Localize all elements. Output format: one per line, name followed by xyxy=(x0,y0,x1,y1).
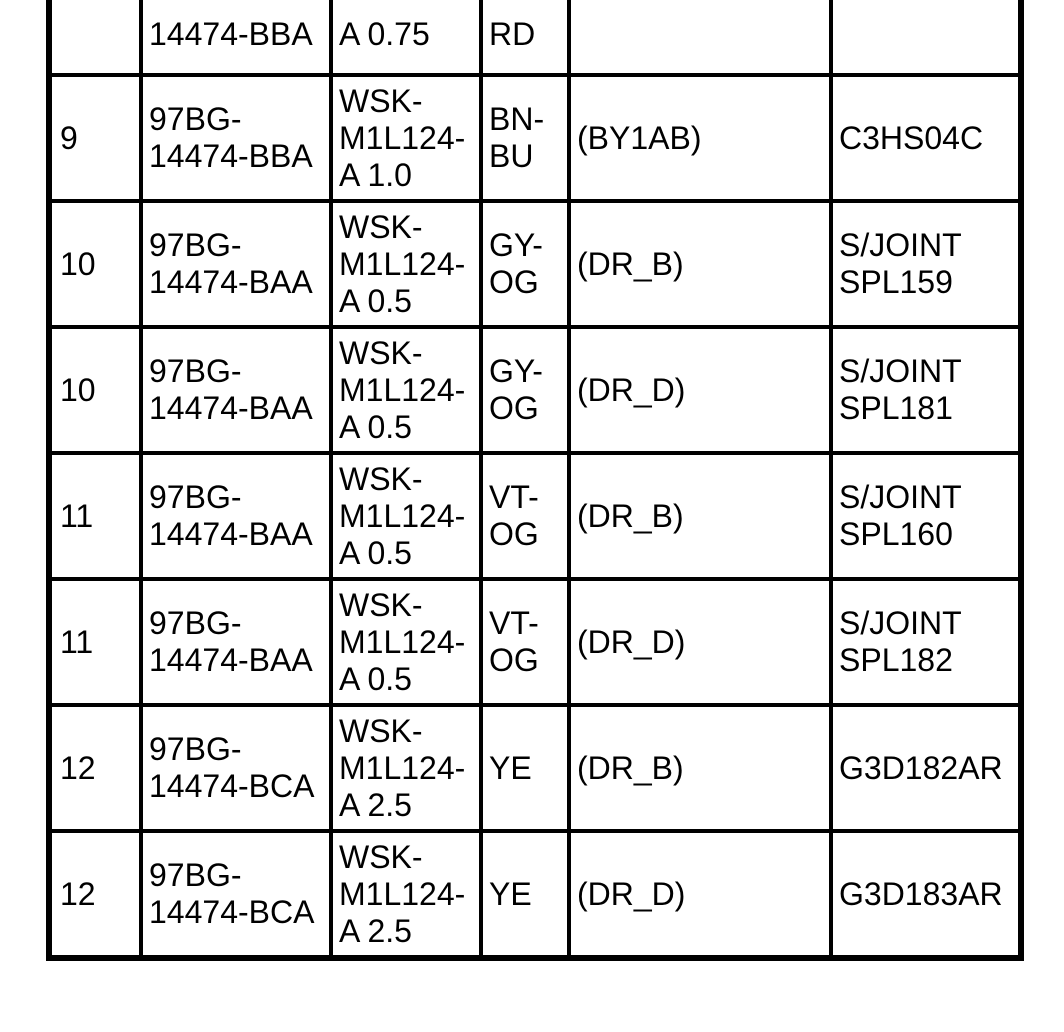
cell-part-number: 97BG- 14474-BCA xyxy=(141,705,331,831)
cell-wire-spec: WSK- M1L124- A 2.5 xyxy=(331,705,481,831)
cell-color: VT- OG xyxy=(481,453,569,579)
cell-circuit: (DR_B) xyxy=(569,453,831,579)
cell-color: YE xyxy=(481,831,569,958)
cell-color: GY- OG xyxy=(481,327,569,453)
cell-circuit: (DR_D) xyxy=(569,831,831,958)
cell-connection: S/JOINT SPL159 xyxy=(831,201,1021,327)
table-row xyxy=(49,327,1021,453)
cell-part-number: 97BG- 14474-BAA xyxy=(141,579,331,705)
cell-color: VT- OG xyxy=(481,579,569,705)
cell-part-number: 14474-BBA xyxy=(141,0,331,75)
table-row xyxy=(49,453,1021,579)
cell-wire-spec: WSK- M1L124- A 0.5 xyxy=(331,579,481,705)
cell-pin: 10 xyxy=(49,327,141,453)
cell-color: BN- BU xyxy=(481,75,569,201)
cell-connection: G3D182AR xyxy=(831,705,1021,831)
cell-connection: S/JOINT SPL181 xyxy=(831,327,1021,453)
cell-pin: 11 xyxy=(49,579,141,705)
cell-circuit: (DR_B) xyxy=(569,201,831,327)
cell-part-number: 97BG- 14474-BBA xyxy=(141,75,331,201)
cell-pin xyxy=(49,0,141,75)
cell-part-number: 97BG- 14474-BAA xyxy=(141,327,331,453)
table-row xyxy=(49,831,1021,958)
cell-connection xyxy=(831,0,1021,75)
cell-pin: 12 xyxy=(49,705,141,831)
cell-color: YE xyxy=(481,705,569,831)
cell-part-number: 97BG- 14474-BAA xyxy=(141,453,331,579)
cell-wire-spec: WSK- M1L124- A 1.0 xyxy=(331,75,481,201)
cell-wire-spec: A 0.75 xyxy=(331,0,481,75)
cell-pin: 10 xyxy=(49,201,141,327)
cell-connection: C3HS04C xyxy=(831,75,1021,201)
cell-wire-spec: WSK- M1L124- A 0.5 xyxy=(331,327,481,453)
table-row xyxy=(49,75,1021,201)
cell-part-number: 97BG- 14474-BCA xyxy=(141,831,331,958)
cell-color: GY- OG xyxy=(481,201,569,327)
cell-connection: S/JOINT SPL182 xyxy=(831,579,1021,705)
cell-circuit: (DR_D) xyxy=(569,579,831,705)
cell-wire-spec: WSK- M1L124- A 2.5 xyxy=(331,831,481,958)
table-row xyxy=(49,579,1021,705)
cell-connection: S/JOINT SPL160 xyxy=(831,453,1021,579)
table-body xyxy=(49,0,1021,958)
table-row xyxy=(49,705,1021,831)
cell-pin: 9 xyxy=(49,75,141,201)
cell-connection: G3D183AR xyxy=(831,831,1021,958)
cell-wire-spec: WSK- M1L124- A 0.5 xyxy=(331,453,481,579)
cell-circuit: (DR_B) xyxy=(569,705,831,831)
wiring-table xyxy=(46,0,1024,961)
table-row xyxy=(49,0,1021,75)
cell-circuit: (BY1AB) xyxy=(569,75,831,201)
cell-part-number: 97BG- 14474-BAA xyxy=(141,201,331,327)
cell-pin: 11 xyxy=(49,453,141,579)
cell-color: RD xyxy=(481,0,569,75)
cell-circuit: (DR_D) xyxy=(569,327,831,453)
cell-wire-spec: WSK- M1L124- A 0.5 xyxy=(331,201,481,327)
cell-pin: 12 xyxy=(49,831,141,958)
table-row xyxy=(49,201,1021,327)
cell-circuit xyxy=(569,0,831,75)
